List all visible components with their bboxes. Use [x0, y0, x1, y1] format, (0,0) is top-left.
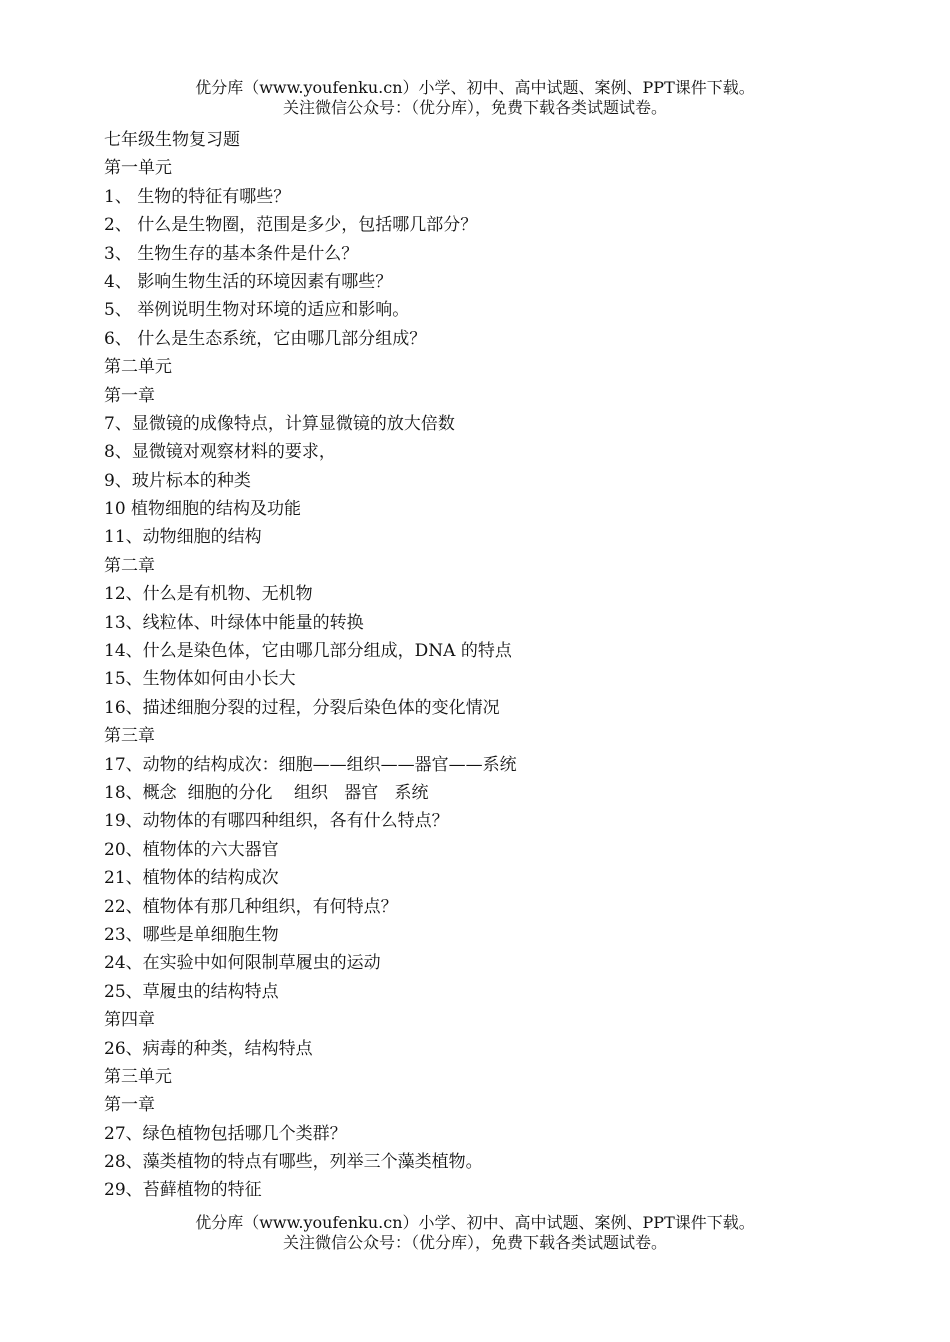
chapter-heading: 第一章 — [104, 1095, 155, 1116]
question-line: 16、描述细胞分裂的过程，分裂后染色体的变化情况 — [104, 697, 500, 718]
chapter-heading: 第一章 — [104, 385, 155, 406]
question-line: 5、 举例说明生物对环境的适应和影响。 — [104, 300, 410, 321]
question-line: 25、草履虫的结构特点 — [104, 981, 279, 1002]
header-banner — [0, 78, 950, 118]
question-line: 27、绿色植物包括哪几个类群？ — [104, 1123, 347, 1144]
header-line-2: 关注微信公众号：（优分库），免费下载各类试题试卷。 — [282, 98, 667, 117]
question-line: 20、植物体的六大器官 — [104, 839, 279, 860]
header-line-1: 优分库（www.youfenku.cn）小学、初中、高中试题、案例、PPT课件下载。 — [195, 78, 755, 97]
question-line: 22、植物体有那几种组织，有何特点？ — [104, 896, 398, 917]
footer-line-2: 关注微信公众号：（优分库），免费下载各类试题试卷。 — [282, 1233, 667, 1252]
question-line: 14、什么是染色体，它由哪几部分组成，DNA 的特点 — [104, 641, 512, 662]
doc-title: 七年级生物复习题 — [104, 130, 240, 150]
question-line: 18、概念 细胞的分化 组织 器官 系统 — [104, 782, 429, 803]
question-line: 13、线粒体、叶绿体中能量的转换 — [104, 612, 364, 633]
question-line: 3、 生物生存的基本条件是什么？ — [104, 243, 359, 264]
question-line: 24、在实验中如何限制草履虫的运动 — [104, 953, 381, 974]
question-line: 19、动物体的有哪四种组织，各有什么特点？ — [104, 811, 449, 832]
question-line: 10 植物细胞的结构及功能 — [104, 499, 302, 520]
question-line: 2、 什么是生物圈，范围是多少，包括哪几部分？ — [104, 215, 478, 236]
footer-banner — [0, 1213, 950, 1253]
question-line: 17、动物的结构成次：细胞——组织——器官——系统 — [104, 754, 517, 775]
chapter-heading: 第二章 — [104, 555, 155, 576]
question-line: 8、显微镜对观察材料的要求， — [104, 442, 336, 463]
unit-heading: 第二单元 — [104, 357, 172, 378]
question-line: 28、藻类植物的特点有哪些，列举三个藻类植物。 — [104, 1152, 483, 1173]
question-line: 7、显微镜的成像特点，计算显微镜的放大倍数 — [104, 413, 455, 434]
question-line: 9、玻片标本的种类 — [104, 470, 251, 491]
chapter-heading: 第三章 — [104, 726, 155, 747]
question-line: 11、动物细胞的结构 — [104, 527, 262, 548]
question-line: 26、病毒的种类，结构特点 — [104, 1038, 313, 1059]
question-line: 29、苔藓植物的特征 — [104, 1180, 262, 1201]
question-line: 23、哪些是单细胞生物 — [104, 924, 279, 945]
unit-heading: 第三单元 — [104, 1066, 172, 1087]
question-line: 1、 生物的特征有哪些？ — [104, 186, 291, 207]
chapter-heading: 第四章 — [104, 1010, 155, 1031]
question-line: 12、什么是有机物、无机物 — [104, 584, 313, 605]
footer-line-1: 优分库（www.youfenku.cn）小学、初中、高中试题、案例、PPT课件下载。 — [195, 1213, 755, 1232]
question-line: 21、植物体的结构成次 — [104, 868, 279, 889]
question-line: 6、 什么是生态系统，它由哪几部分组成？ — [104, 328, 427, 349]
question-line: 4、 影响生物生活的环境因素有哪些？ — [104, 271, 393, 292]
question-line: 15、生物体如何由小长大 — [104, 669, 296, 690]
document-body — [104, 126, 904, 1205]
unit-heading: 第一单元 — [104, 158, 172, 179]
